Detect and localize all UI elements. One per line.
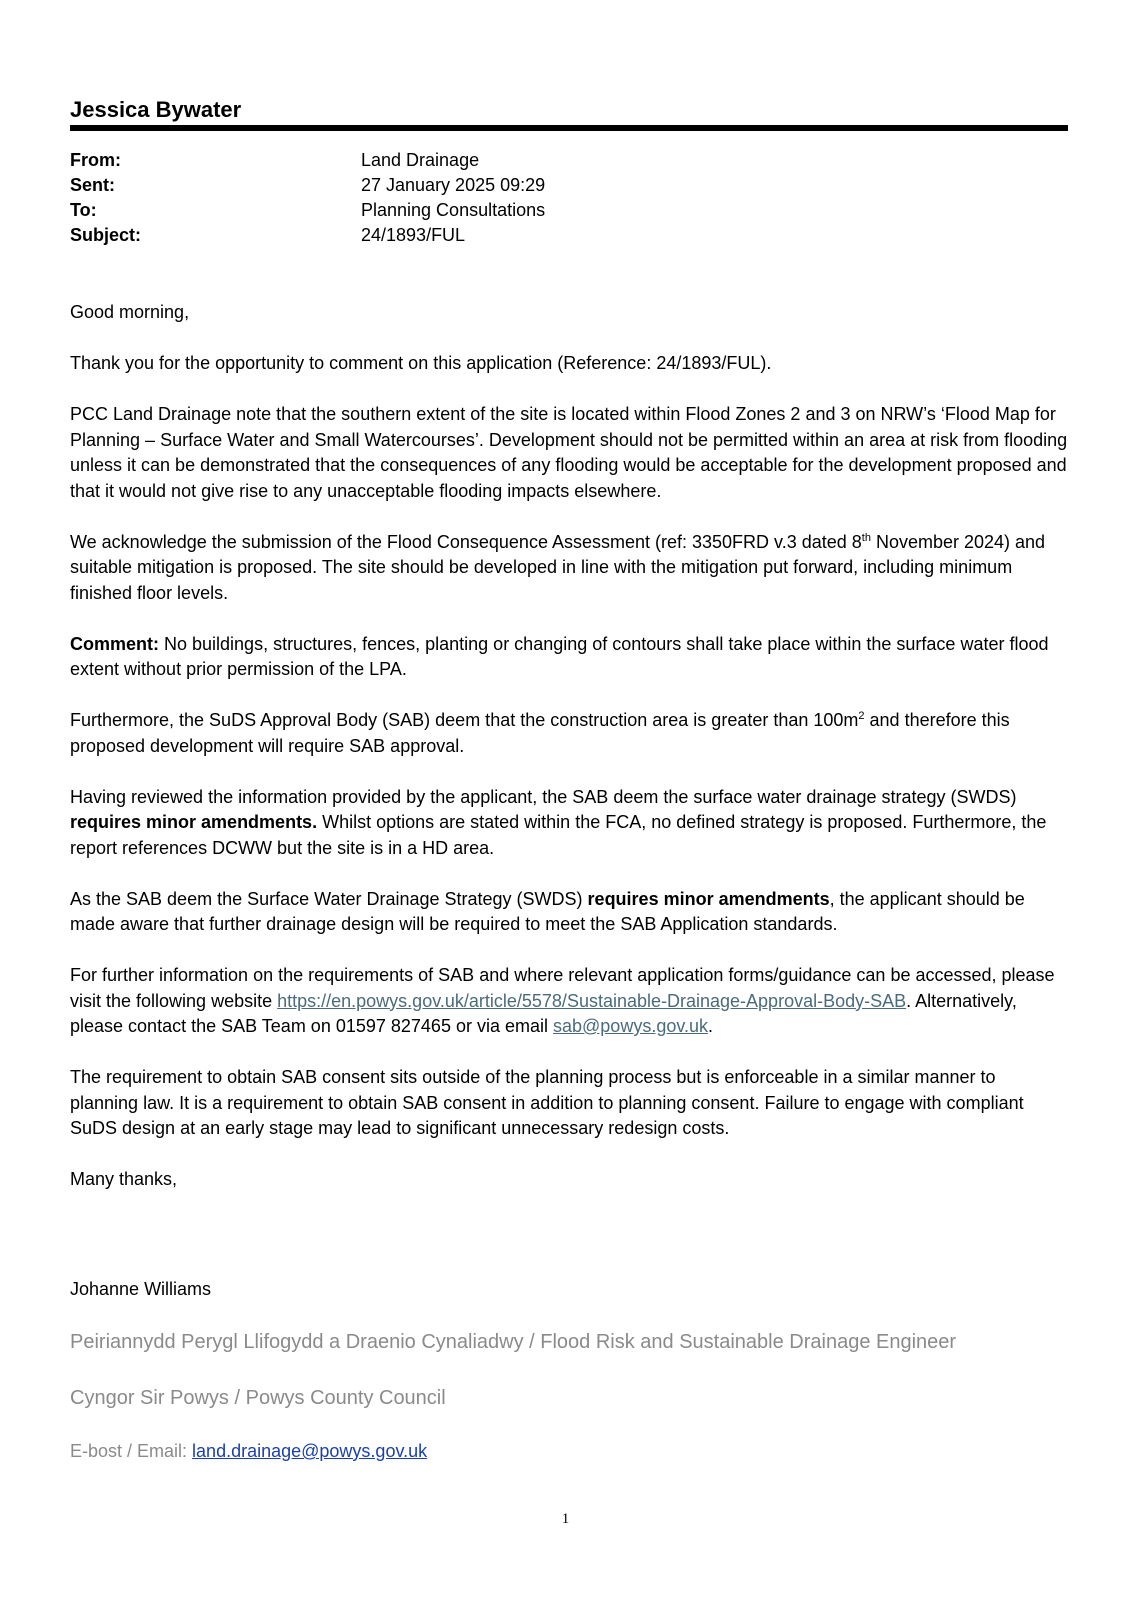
email-label: E-bost / Email: <box>70 1441 193 1461</box>
signature-title: Peiriannydd Perygl Llifogydd a Draenio Cynaliadwy / Flood Risk and Sustainable Drainage Engineer <box>70 1331 957 1353</box>
page-number: 1 <box>561 1511 570 1527</box>
signature-name: Johanne Williams <box>70 1279 212 1299</box>
mailbox-owner: Jessica Bywater <box>70 97 242 122</box>
closing: Many thanks, <box>70 1169 178 1189</box>
sab-website-link[interactable]: https://en.powys.gov.uk/article/5578/Sustainable-Drainage-Approval-Body-SAB <box>277 990 907 1011</box>
signature-email-link[interactable]: land.drainage@powys.gov.uk <box>192 1441 428 1461</box>
sent-value: 27 January 2025 09:29 <box>361 175 546 195</box>
paragraph-fca: We acknowledge the submission of the Flood Consequence Assessment (ref: 3350FRD v.3 dated 8th November 2024) and suitable mitigation is proposed. The site should be developed in line with the mitigation put forward, including minimum finished floor levels. <box>70 531 1046 603</box>
from-value: Land Drainage <box>361 150 480 170</box>
paragraph-sab-area: Furthermore, the SuDS Approval Body (SAB) deem that the construction area is greater than $100m^2$ and therefore this proposed development will require SAB approval. <box>70 710 1010 756</box>
subject-value: 24/1893/FUL <box>361 225 466 245</box>
signature-council: Cyngor Sir Powys / Powys County Council <box>70 1387 446 1409</box>
to-value: Planning Consultations <box>361 200 546 220</box>
to-label: To: <box>70 200 97 220</box>
signature-email-row <box>70 1441 427 1462</box>
paragraph-thanks: Thank you for the opportunity to comment on this application (Reference: 24/1893/FUL). <box>70 353 772 373</box>
subject-label: Subject: <box>70 225 142 245</box>
paragraph-comment: Comment: No buildings, structures, fences, planting or changing of contours shall take place within the surface water flood extent without prior permission of the LPA. <box>70 633 1049 679</box>
greeting: Good morning, <box>70 302 190 322</box>
sent-label: Sent: <box>70 175 115 195</box>
from-label: From: <box>70 150 121 170</box>
paragraph-swds-amend: As the SAB deem the Surface Water Drainage Strategy (SWDS) requires minor amendments, the applicant should be made aware that further drainage design will be required to meet the SAB Application standards. <box>70 888 1025 934</box>
sab-email-link[interactable]: sab@powys.gov.uk <box>553 1016 709 1036</box>
header-divider <box>70 125 1068 131</box>
paragraph-consent: The requirement to obtain SAB consent sits outside of the planning process but is enforceable in a similar manner to planning law. It is a requirement to obtain SAB consent in addition to planning consent. Failure to engage with compliant SuDS design at an early stage may lead to significant unnecessary redesign costs. <box>70 1067 1024 1138</box>
email-body <box>70 300 1068 1218</box>
paragraph-flood-zones: PCC Land Drainage note that the southern extent of the site is located within Flood Zones 2 and 3 on NRW’s ‘Flood Map for Planning – Surface Water and Small Watercourses’. Development should not be permitted within an area at risk from flooding unless it can be demonstrated that the consequences of any flooding would be acceptable for the development proposed and that it would not give rise to any unacceptable flooding impacts elsewhere. <box>70 404 1068 501</box>
paragraph-swds-review: Having reviewed the information provided by the applicant, the SAB deem the surface water drainage strategy (SWDS) requires minor amendments. Whilst options are stated within the FCA, no defined strategy is proposed. Furthermore, the report references DCWW but the site is in a HD area. <box>70 786 1047 858</box>
comment-label: Comment: <box>70 633 159 654</box>
paragraph-further-info: For further information on the requirements of SAB and where relevant application forms/guidance can be accessed, please visit the following website https://en.powys.gov.uk/article/5578/Sustainable-Drainage-Approval-Body-SAB. Alternatively, please contact the SAB Team on 01597 827465 or via email sab@powys.gov.uk. <box>70 965 1055 1036</box>
